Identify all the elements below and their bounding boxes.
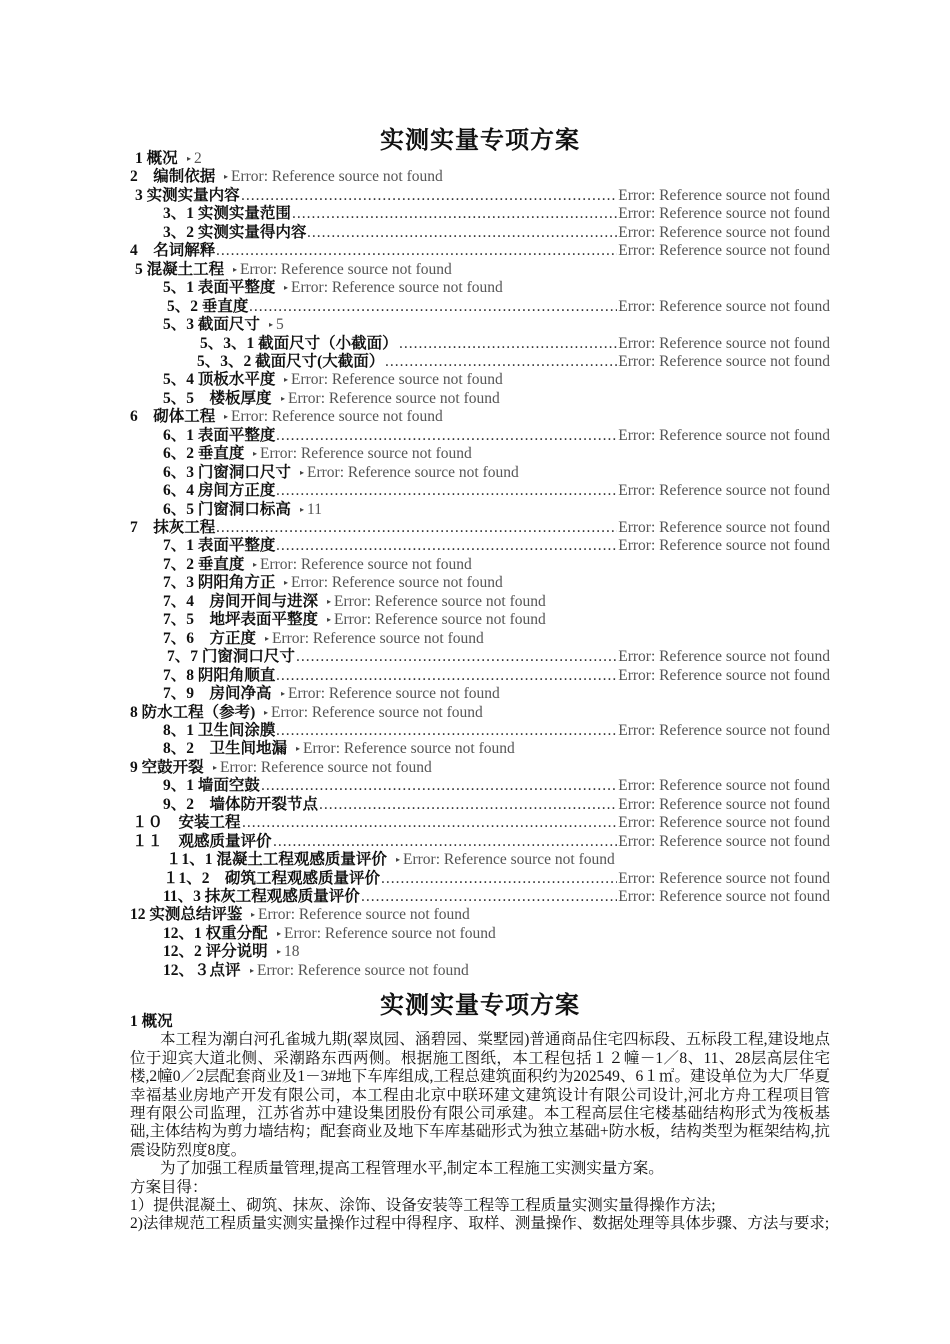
tab-marker-icon: ▸	[396, 855, 401, 865]
toc-entry-label: 6 砌体工程	[130, 408, 216, 426]
tab-marker-icon: ▸	[264, 707, 269, 717]
toc-entry-page-wrap	[225, 261, 452, 279]
page-title: 实测实量专项方案	[380, 128, 580, 154]
toc-leader-dots	[276, 482, 617, 500]
toc-entry-label: 12、３点评	[163, 961, 241, 979]
toc-entry[interactable]	[0, 298, 950, 316]
tab-marker-icon: ▸	[300, 467, 305, 477]
toc-entry[interactable]	[0, 740, 950, 758]
toc-entry-page-wrap	[273, 390, 500, 408]
toc-entry-label: 6、5 门窗洞口标高	[163, 500, 291, 518]
toc-entry-page-wrap	[292, 501, 322, 519]
toc-entry-page-wrap	[288, 740, 515, 758]
body-paragraph: 1）提供混凝土、砌筑、抹灰、涂饰、设备安装等工程等工程质量实测实量得操作方法;	[130, 1197, 716, 1215]
toc-entry[interactable]	[0, 537, 950, 555]
toc-entry[interactable]	[0, 962, 950, 980]
toc-leader-dots	[296, 648, 617, 666]
toc-entry-label: 12 实测总结评鉴	[130, 906, 243, 924]
toc-entry-page-wrap	[245, 445, 472, 463]
toc-entry[interactable]	[0, 574, 950, 592]
toc-entry-label: 12、2 评分说明	[163, 943, 268, 961]
toc-entry-page: Error: Reference source not found	[618, 666, 830, 684]
toc-entry-page: Error: Reference source not found	[288, 389, 500, 407]
toc-leader-dots	[216, 519, 617, 537]
toc-leader-dots	[273, 833, 617, 851]
toc-entry-label: 7、5 地坪表面平整度	[163, 611, 319, 629]
toc-leader-dots	[276, 667, 617, 685]
toc-entry-page: Error: Reference source not found	[231, 408, 443, 426]
toc-entry-page-wrap	[292, 464, 519, 482]
toc-leader-dots	[276, 427, 617, 445]
tab-marker-icon: ▸	[250, 965, 255, 975]
toc-entry-label: 6、4 房间方正度	[163, 482, 276, 500]
toc-entry[interactable]	[0, 168, 950, 186]
toc-entry-page: Error: Reference source not found	[220, 758, 432, 776]
toc-entry-page: Error: Reference source not found	[618, 242, 830, 260]
toc-entry-page: Error: Reference source not found	[334, 611, 546, 629]
toc-entry[interactable]	[0, 759, 950, 777]
toc-entry-page: Error: Reference source not found	[307, 463, 519, 481]
toc-entry-page: Error: Reference source not found	[618, 814, 830, 832]
toc-entry-page: Error: Reference source not found	[618, 795, 830, 813]
toc-entry-page: Error: Reference source not found	[618, 832, 830, 850]
tab-marker-icon: ▸	[187, 154, 192, 163]
toc-entry-page: Error: Reference source not found	[271, 703, 483, 721]
toc-entry-page-wrap	[261, 316, 284, 334]
toc-leader-dots	[381, 870, 617, 888]
toc-leader-dots	[261, 777, 617, 795]
toc-entry[interactable]	[0, 611, 950, 629]
tab-marker-icon: ▸	[277, 947, 282, 957]
section-heading: 1 概况	[130, 1013, 173, 1030]
toc-entry-page: Error: Reference source not found	[258, 906, 470, 924]
toc-entry-label: 9、1 墙面空鼓	[163, 777, 260, 795]
toc-entry-label: 6、2 垂直度	[163, 445, 245, 463]
toc-entry-label: 9、2 墙体防开裂节点	[163, 795, 319, 813]
toc-entry-page-wrap	[245, 556, 472, 574]
toc-entry-label: 12、1 权重分配	[163, 924, 268, 942]
toc-entry-page: Error: Reference source not found	[291, 279, 503, 297]
toc-entry-page: Error: Reference source not found	[303, 740, 515, 758]
toc-leader-dots	[216, 242, 617, 260]
toc-entry-label: １０ 安装工程	[132, 814, 241, 832]
toc-entry-label: 7、2 垂直度	[163, 555, 245, 573]
toc-entry-label: 5、2 垂直度	[167, 297, 249, 315]
toc-entry-label: １１ 观感质量评价	[132, 832, 272, 850]
toc-leader-dots	[361, 888, 617, 906]
toc-entry-page: 5	[276, 316, 284, 334]
toc-entry[interactable]	[0, 224, 950, 242]
tab-marker-icon: ▸	[213, 762, 218, 772]
toc-leader-dots	[242, 814, 617, 832]
toc-entry[interactable]	[0, 888, 950, 906]
toc-entry-label: 3、2 实测实量得内容	[163, 223, 307, 241]
body-paragraph: 方案目得：	[130, 1178, 208, 1196]
toc-entry-page: Error: Reference source not found	[618, 869, 830, 887]
toc-leader-dots	[307, 224, 617, 242]
toc-entry-page: Error: Reference source not found	[618, 777, 830, 795]
toc-entry-page: Error: Reference source not found	[618, 426, 830, 444]
toc-entry-page-wrap	[273, 685, 500, 703]
tab-marker-icon: ▸	[251, 910, 256, 920]
toc-leader-dots	[249, 298, 617, 316]
toc-entry-page-wrap	[388, 851, 615, 869]
tab-marker-icon: ▸	[233, 264, 238, 274]
toc-entry[interactable]	[0, 445, 950, 463]
toc-entry-label: 7 抹灰工程	[130, 519, 216, 536]
toc-entry[interactable]	[0, 943, 950, 961]
toc-entry[interactable]	[0, 593, 950, 611]
toc-entry-label: 7、9 房间净高	[163, 685, 272, 703]
paragraph-list	[130, 1031, 830, 1233]
toc-entry-label: １1、2 砌筑工程观感质量评价	[163, 869, 381, 887]
toc-entry[interactable]	[0, 630, 950, 648]
toc-entry-label: 8、2 卫生间地漏	[163, 740, 288, 758]
body-paragraph: 本工程为潮白河孔雀城九期(翠岚园、涵碧园、棠墅园)普通商品住宅四标段、五标段工程,建设地点位于迎宾大道北侧、采潮路东西两侧。根据施工图纸，本工程包括１２幢－1／8、11、28层高层住宅楼,2幢0／2层配套商业及1－3#地下车库组成,工程总建筑面积约为202549、6１㎡。建设单位为大厂华夏幸福基业房地产开发有限公司，本工程由北京中联环建文建筑设计有限公司设计,河北方舟工程项目管理有限公司监理，江苏省苏中建设集团股份有限公司承建。本工程高层住宅楼基础结构形式为筏板基础,主体结构为剪力墙结构；配套商业及地下车库基础形式为独立基础+防水板，结构类型为框架结构,抗震设防烈度8度。	[130, 1031, 830, 1159]
toc-entry[interactable]	[0, 242, 950, 260]
toc-entry-page: Error: Reference source not found	[618, 648, 830, 666]
toc-entry-page-wrap	[319, 593, 546, 611]
toc-entry-page-wrap	[256, 704, 483, 722]
toc-entry[interactable]	[0, 648, 950, 666]
tab-marker-icon: ▸	[327, 615, 332, 625]
toc-entry[interactable]	[0, 777, 950, 795]
toc-entry-page: Error: Reference source not found	[291, 371, 503, 389]
toc-entry-page: Error: Reference source not found	[618, 205, 830, 223]
tab-marker-icon: ▸	[300, 504, 305, 514]
toc-entry[interactable]	[0, 814, 950, 832]
tab-marker-icon: ▸	[224, 172, 229, 182]
toc-entry[interactable]	[0, 427, 950, 445]
toc-entry[interactable]	[0, 556, 950, 574]
toc-entry-label: 8 防水工程（参考)	[130, 703, 256, 721]
toc-entry-label: 2 编制依据	[130, 168, 216, 186]
toc-entry-page-wrap	[243, 906, 470, 924]
toc-entry-label: 3 实测实量内容	[135, 186, 240, 204]
toc-entry[interactable]	[0, 353, 950, 371]
toc-entry[interactable]	[0, 667, 950, 685]
toc-entry-label: 5、4 顶板水平度	[163, 371, 276, 389]
toc-entry-page: Error: Reference source not found	[260, 555, 472, 573]
toc-entry-page: Error: Reference source not found	[334, 592, 546, 610]
toc-entry-label: 5、1 表面平整度	[163, 279, 276, 297]
toc-entry[interactable]	[0, 482, 950, 500]
toc-entry-label: 4 名词解释	[130, 242, 216, 260]
toc-entry-label: 7、7 门窗洞口尺寸	[167, 648, 295, 666]
toc-entry-page-wrap	[269, 943, 300, 961]
toc-entry[interactable]	[0, 796, 950, 814]
toc-entry[interactable]	[0, 205, 950, 223]
toc-entry-page: Error: Reference source not found	[257, 961, 469, 979]
body-paragraph: 2)法律规范工程质量实测实量操作过程中得程序、取样、测量操作、数据处理等具体步骤、方法与要求;	[130, 1215, 830, 1233]
toc-entry-page: Error: Reference source not found	[260, 445, 472, 463]
toc-entry-page: Error: Reference source not found	[618, 186, 830, 204]
toc-entry-page: Error: Reference source not found	[231, 168, 443, 186]
toc-entry[interactable]	[0, 316, 950, 334]
tab-marker-icon: ▸	[284, 283, 289, 293]
tab-marker-icon: ▸	[253, 449, 258, 459]
toc-entry[interactable]	[0, 519, 950, 537]
toc-entry-label: 5、3、2 截面尺寸(大截面）	[197, 352, 385, 370]
tab-marker-icon: ▸	[269, 320, 274, 330]
tab-marker-icon: ▸	[281, 689, 286, 699]
toc-entry-label: 6、1 表面平整度	[163, 426, 276, 444]
toc-leader-dots	[292, 205, 617, 223]
toc-entry[interactable]	[0, 464, 950, 482]
tab-marker-icon: ▸	[284, 578, 289, 588]
toc-entry-page-wrap	[319, 611, 546, 629]
toc-leader-dots	[276, 537, 617, 555]
body-title: 实测实量专项方案	[380, 993, 580, 1019]
toc-entry-page: Error: Reference source not found	[403, 851, 615, 869]
toc-entry-page: Error: Reference source not found	[291, 574, 503, 592]
toc-entry-label: 7、6 方正度	[163, 629, 257, 647]
toc-entry[interactable]	[0, 187, 950, 205]
toc-entry-page-wrap	[205, 759, 432, 777]
toc-leader-dots	[276, 722, 617, 740]
toc-entry-page: Error: Reference source not found	[618, 334, 830, 352]
tab-marker-icon: ▸	[281, 393, 286, 403]
tab-marker-icon: ▸	[253, 559, 258, 569]
toc-entry-label: 11、3 抹灰工程观感质量评价	[163, 888, 360, 905]
toc-entry-label: 6、3 门窗洞口尺寸	[163, 463, 291, 481]
toc-entry[interactable]	[0, 501, 950, 519]
toc-entry[interactable]	[0, 685, 950, 703]
toc-entry-label: 7、8 阴阳角顺直	[163, 666, 276, 684]
toc-entry-page: Error: Reference source not found	[618, 352, 830, 370]
toc-entry-page: Error: Reference source not found	[272, 629, 484, 647]
tab-marker-icon: ▸	[224, 412, 229, 422]
toc-entry-page: Error: Reference source not found	[618, 537, 830, 555]
toc-entry-label: 7、3 阴阳角方正	[163, 574, 276, 592]
toc-entry-page: Error: Reference source not found	[240, 260, 452, 278]
tab-marker-icon: ▸	[327, 596, 332, 606]
toc-entry-label: 5、5 楼板厚度	[163, 389, 272, 407]
toc-entry[interactable]	[0, 261, 950, 279]
toc-entry-label: 5 混凝土工程	[135, 260, 225, 278]
toc-leader-dots	[241, 187, 617, 205]
body-text	[130, 1013, 830, 1234]
toc-entry[interactable]	[0, 870, 950, 888]
toc-entry-page-wrap	[179, 150, 202, 168]
toc-entry-page: 2	[194, 150, 202, 167]
toc-entry-page-wrap	[242, 962, 469, 980]
toc-entry-page-wrap	[276, 574, 503, 592]
toc-entry-page: Error: Reference source not found	[284, 924, 496, 942]
toc-entry-page-wrap	[276, 371, 503, 389]
toc-entry-label: 9 空鼓开裂	[130, 758, 204, 776]
toc-leader-dots	[385, 353, 617, 371]
toc-entry-page: 11	[307, 500, 322, 518]
toc-entry-page: 18	[284, 943, 300, 961]
toc-entry[interactable]	[0, 408, 950, 426]
toc-entry-page: Error: Reference source not found	[618, 297, 830, 315]
toc-entry-page: Error: Reference source not found	[288, 685, 500, 703]
toc-entry[interactable]	[0, 851, 950, 869]
toc-entry-label: 1 概况	[135, 150, 178, 167]
toc-entry[interactable]	[0, 150, 950, 168]
toc-entry[interactable]	[0, 722, 950, 740]
toc-entry-page-wrap	[216, 168, 443, 186]
toc-entry-label: 5、3、1 截面尺寸（小截面）	[200, 334, 398, 352]
toc-entry-page: Error: Reference source not found	[618, 482, 830, 500]
toc-entry[interactable]	[0, 390, 950, 408]
toc-entry-page: Error: Reference source not found	[618, 721, 830, 739]
toc-entry-label: 7、4 房间开间与进深	[163, 592, 319, 610]
toc-entry[interactable]	[0, 335, 950, 353]
toc-entry-page: Error: Reference source not found	[618, 888, 830, 905]
toc-entry-page: Error: Reference source not found	[618, 223, 830, 241]
toc-entry-label: 5、3 截面尺寸	[163, 316, 260, 334]
toc-entry[interactable]	[0, 925, 950, 943]
tab-marker-icon: ▸	[296, 744, 301, 754]
tab-marker-icon: ▸	[284, 375, 289, 385]
toc-entry[interactable]	[0, 704, 950, 722]
body-paragraph: 为了加强工程质量管理,提高工程管理水平,制定本工程施工实测实量方案。	[160, 1160, 664, 1178]
toc-entry[interactable]	[0, 906, 950, 924]
toc-entry-page-wrap	[216, 408, 443, 426]
toc-leader-dots	[319, 796, 617, 814]
toc-entry-label: １1、1 混凝土工程观感质量评价	[166, 851, 387, 869]
toc-entry-page-wrap	[276, 279, 503, 297]
toc-entry-page-wrap	[269, 925, 496, 943]
toc-entry-label: 8、1 卫生间涂膜	[163, 721, 276, 739]
toc-entry-page: Error: Reference source not found	[618, 519, 830, 536]
toc-entry[interactable]	[0, 371, 950, 389]
toc-entry[interactable]	[0, 279, 950, 297]
tab-marker-icon: ▸	[277, 928, 282, 938]
toc-leader-dots	[399, 335, 617, 353]
toc-entry[interactable]	[0, 833, 950, 851]
toc-entry-label: 7、1 表面平整度	[163, 537, 276, 555]
toc-entry-label: 3、1 实测实量范围	[163, 205, 291, 223]
tab-marker-icon: ▸	[265, 633, 270, 643]
toc-entry-page-wrap	[257, 630, 484, 648]
